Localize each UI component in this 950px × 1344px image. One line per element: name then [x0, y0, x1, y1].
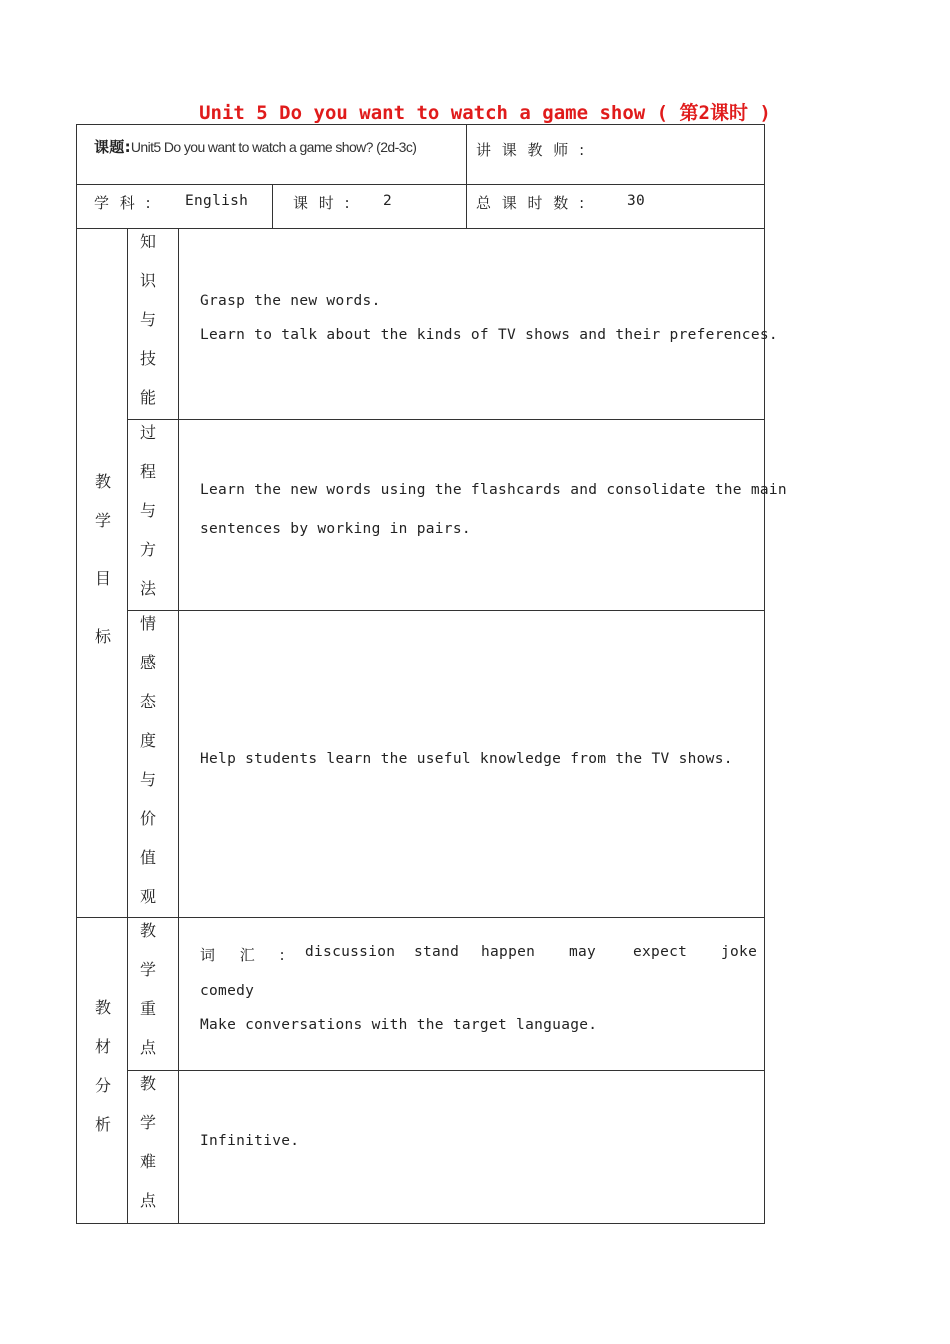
vocab-word: comedy — [200, 983, 255, 999]
topic-cell — [94, 136, 465, 157]
label-character: 态 — [139, 692, 156, 711]
label-character: 度 — [139, 731, 156, 750]
label-character: 学 — [139, 960, 156, 979]
label-character: 值 — [139, 848, 156, 867]
label-character: 价 — [139, 809, 156, 828]
difficult-points-label — [133, 1073, 163, 1229]
vocab-label: 词 汇 : — [200, 946, 295, 964]
label-character: 学 — [139, 1113, 156, 1132]
attitudes-values-label — [133, 613, 163, 925]
vocab-word: happen — [481, 944, 536, 960]
label-character: 重 — [139, 999, 156, 1018]
label-character: 感 — [139, 653, 156, 672]
subject-label: 学 科 : — [94, 194, 154, 212]
label-character: 识 — [139, 271, 156, 290]
label-character: 分 — [94, 1076, 111, 1095]
period-label: 课 时 : — [293, 194, 353, 212]
difficult-points-line: Infinitive. — [200, 1133, 300, 1149]
label-character: 教 — [94, 472, 111, 491]
label-character: 法 — [139, 579, 156, 598]
key-points-line: Make conversations with the target language. — [200, 1017, 598, 1033]
key-points-label — [133, 920, 163, 1076]
document-title: Unit 5 Do you want to watch a game show ( 第2课时 ) — [199, 102, 771, 124]
label-character: 教 — [94, 998, 111, 1017]
process-methods-label — [133, 422, 163, 617]
label-character: 点 — [139, 1191, 156, 1210]
period-value: 2 — [383, 193, 393, 209]
process-methods-line-1: Learn the new words using the flashcards and consolidate the main — [200, 482, 787, 498]
analysis-category — [88, 997, 118, 1153]
label-character: 析 — [94, 1115, 111, 1134]
vocab-word: joke — [721, 944, 758, 960]
objectives-category — [88, 471, 118, 665]
knowledge-skills-line-1: Grasp the new words. — [200, 293, 381, 309]
label-character: 教 — [139, 1074, 156, 1093]
vocab-word: discussion — [305, 944, 396, 960]
label-character: 与 — [139, 310, 156, 329]
attitudes-values-line-1: Help students learn the useful knowledge from the TV shows. — [200, 751, 733, 767]
vocab-word: may — [569, 944, 597, 960]
label-character: 与 — [139, 501, 156, 520]
subject-value: English — [185, 193, 249, 209]
label-character: 技 — [139, 349, 156, 368]
label-character: 观 — [139, 887, 156, 906]
label-character: 情 — [139, 614, 156, 633]
total-hours-label: 总 课 时 数 : — [476, 194, 588, 212]
vocab-word: expect — [633, 944, 688, 960]
label-character: 标 — [94, 627, 111, 646]
label-character: 学 — [94, 511, 111, 530]
label-character: 难 — [139, 1152, 156, 1171]
teacher-label: 讲 课 教 师 : — [476, 141, 588, 159]
label-character: 点 — [139, 1038, 156, 1057]
process-methods-line-2: sentences by working in pairs. — [200, 521, 471, 537]
label-character: 过 — [139, 423, 156, 442]
label-character: 与 — [139, 770, 156, 789]
label-character: 能 — [139, 388, 156, 407]
knowledge-skills-label — [133, 231, 163, 426]
vocab-word: stand — [414, 944, 460, 960]
label-character: 程 — [139, 462, 156, 481]
label-character: 材 — [94, 1037, 111, 1056]
label-character: 目 — [94, 569, 111, 588]
knowledge-skills-line-2: Learn to talk about the kinds of TV shows and their preferences. — [200, 327, 778, 343]
topic-label: 课题: — [94, 138, 131, 156]
label-character: 方 — [139, 540, 156, 559]
total-hours-value: 30 — [627, 193, 646, 209]
label-character: 知 — [139, 232, 156, 251]
label-character: 教 — [139, 921, 156, 940]
topic-text: Unit5 Do you want to watch a game show? (2d-3c) — [130, 139, 417, 155]
